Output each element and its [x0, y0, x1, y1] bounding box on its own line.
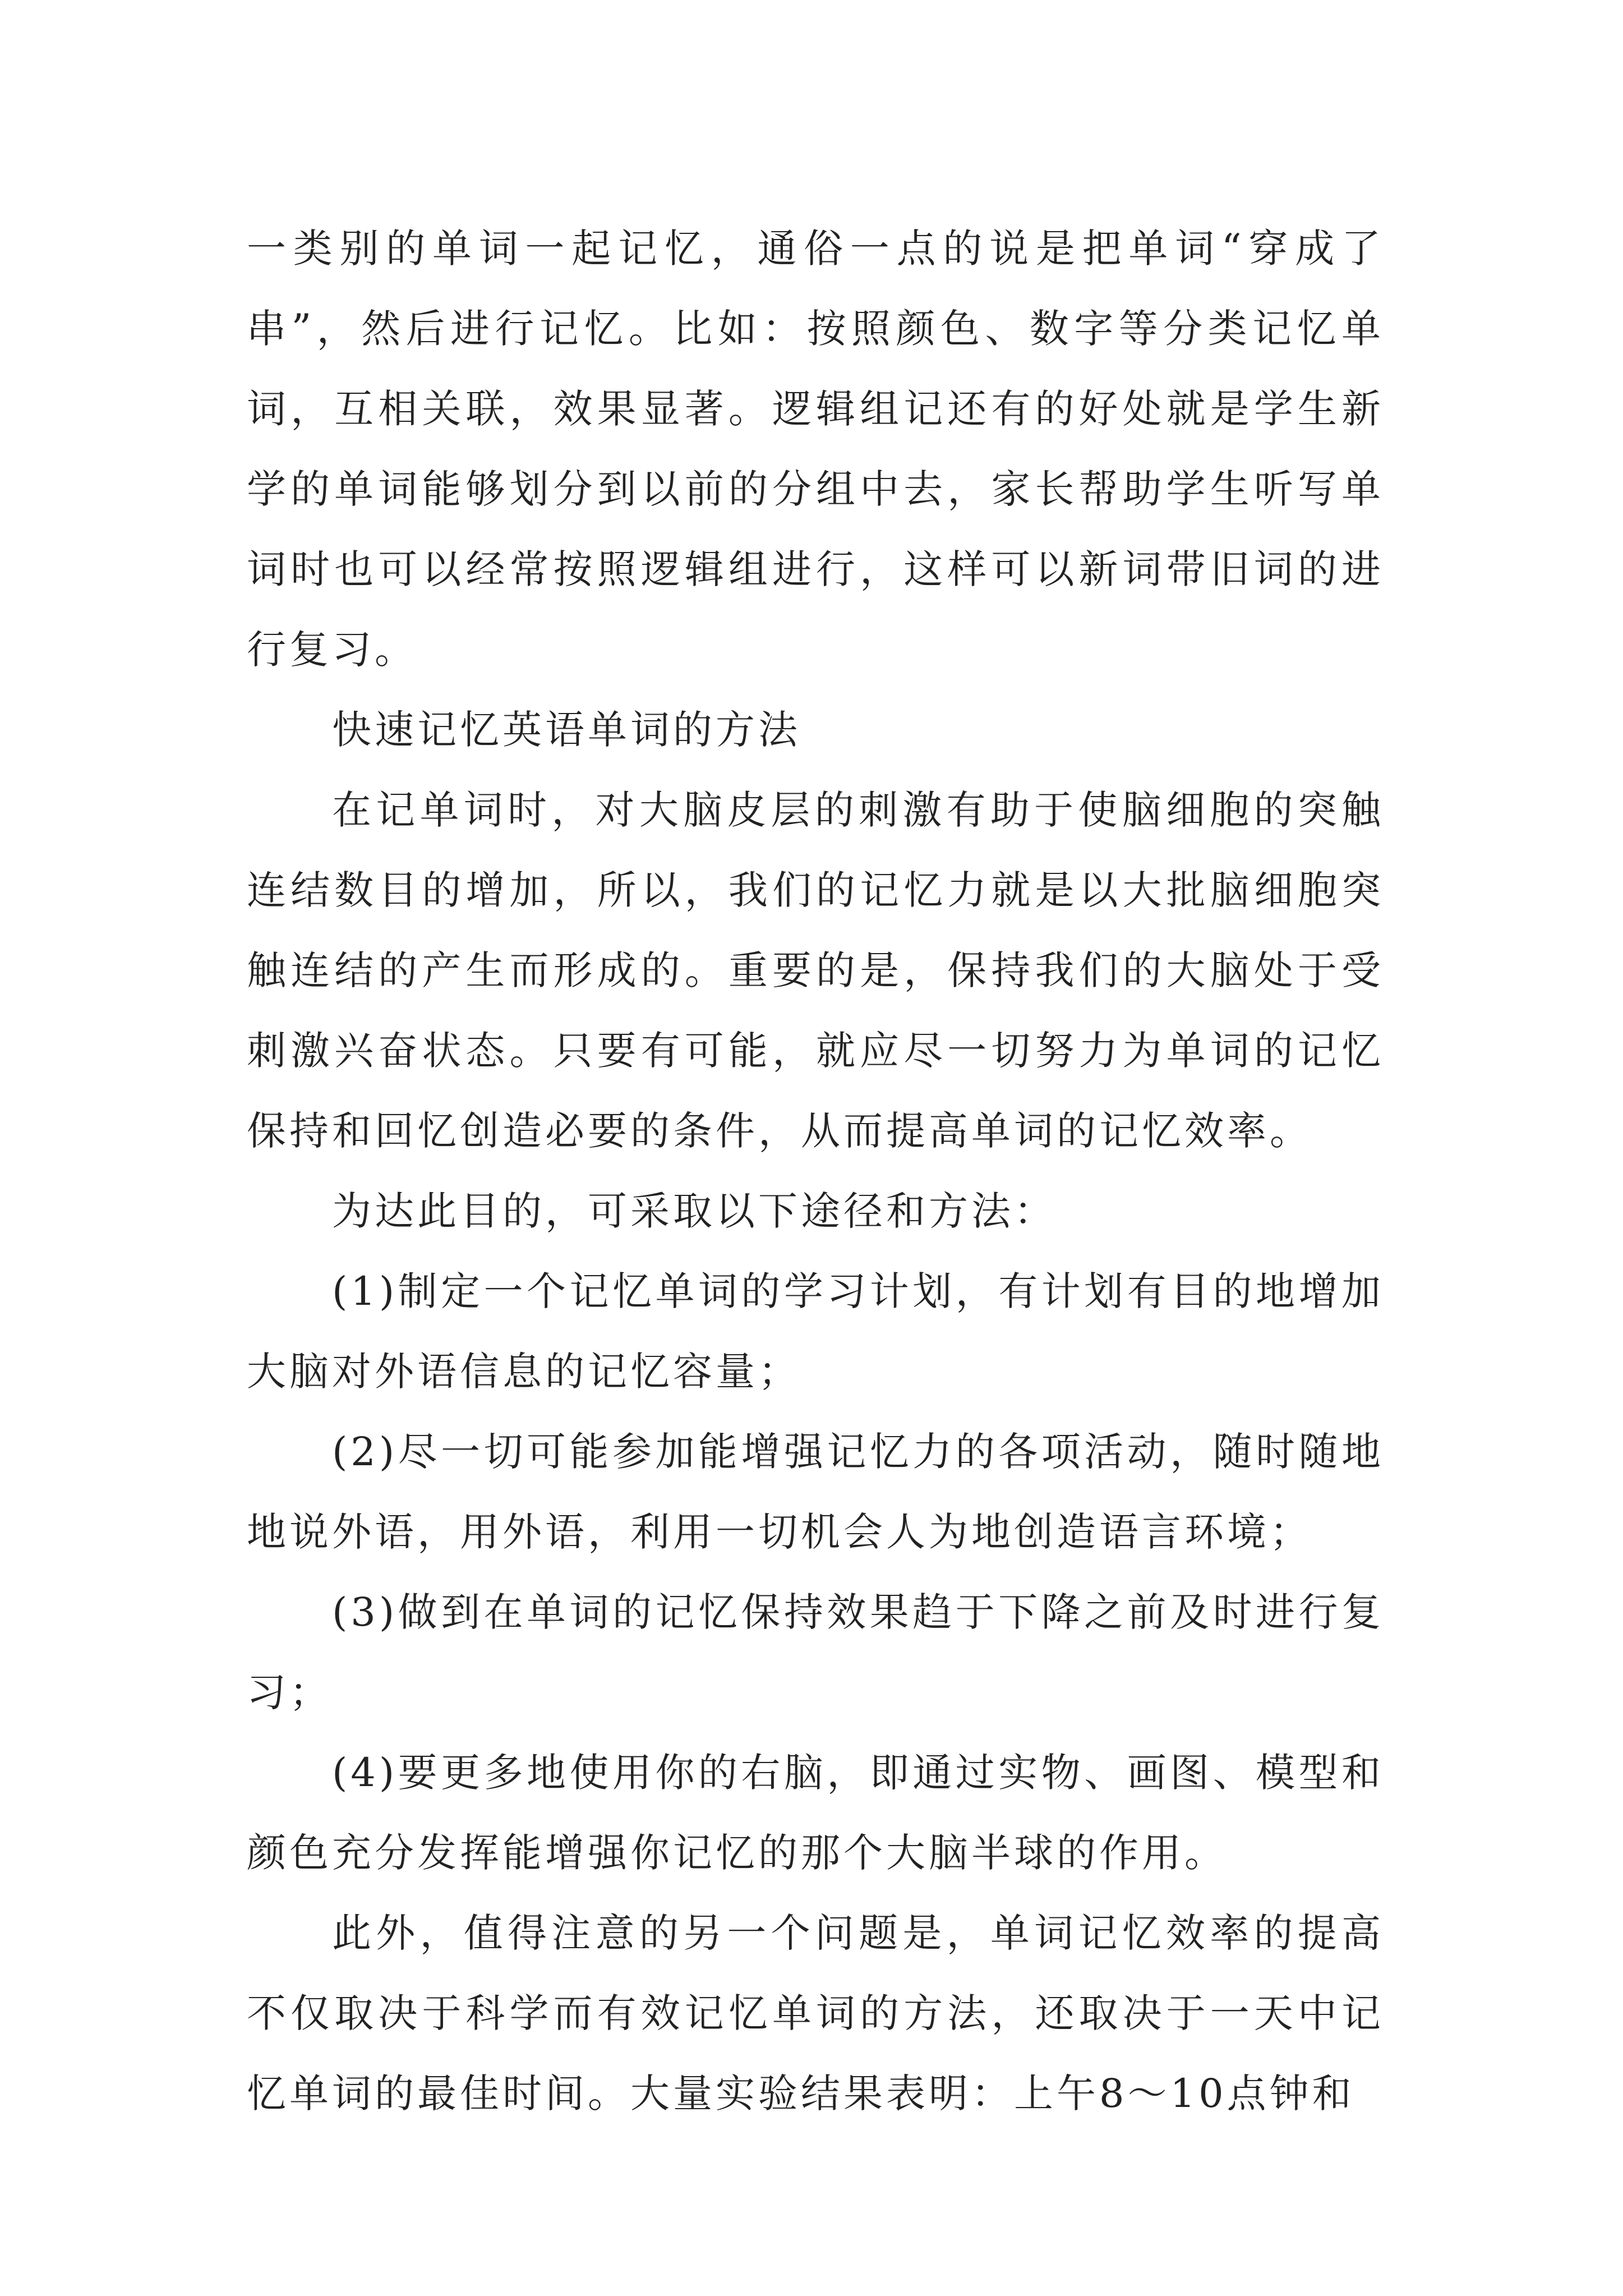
document-body [247, 209, 1384, 2134]
paragraph-3: 为达此目的，可采取以下途径和方法： [332, 1188, 1057, 1234]
list-item-4: (4)要更多地使用你的右脑，即通过实物、画图、模型和颜色充分发挥能增强你记忆的那个大脑半球的作用。 [247, 1750, 1384, 1876]
list-item-2: (2)尽一切可能参加能增强记忆力的各项活动，随时随地地说外语，用外语，利用一切机会人为地创造语言环境； [247, 1429, 1384, 1555]
paragraph-4: 此外，值得注意的另一个问题是，单词记忆效率的提高不仅取决于科学而有效记忆单词的方法，还取决于一天中记忆单词的最佳时间。大量实验结果表明：上午8～10点钟和 [247, 1910, 1384, 2116]
paragraph-2: 在记单词时，对大脑皮层的刺激有助于使脑细胞的突触连结数目的增加，所以，我们的记忆力就是以大批脑细胞突触连结的产生而形成的。重要的是，保持我们的大脑处于受刺激兴奋状态。只要有可能，就应尽一切努力为单词的记忆保持和回忆创造必要的条件，从而提高单词的记忆效率。 [247, 787, 1384, 1154]
section-heading: 快速记忆英语单词的方法 [332, 707, 801, 753]
paragraph-1: 一类别的单词一起记忆，通俗一点的说是把单词“穿成了串”，然后进行记忆。比如：按照颜色、数字等分类记忆单词，互相关联，效果显著。逻辑组记还有的好处就是学生新学的单词能够划分到以前的分组中去，家长帮助学生听写单词时也可以经常按照逻辑组进行，这样可以新词带旧词的进行复习。 [247, 226, 1384, 673]
list-item-3: (3)做到在单词的记忆保持效果趋于下降之前及时进行复习； [247, 1589, 1384, 1715]
list-item-1: (1)制定一个记忆单词的学习计划，有计划有目的地增加大脑对外语信息的记忆容量； [247, 1268, 1384, 1395]
